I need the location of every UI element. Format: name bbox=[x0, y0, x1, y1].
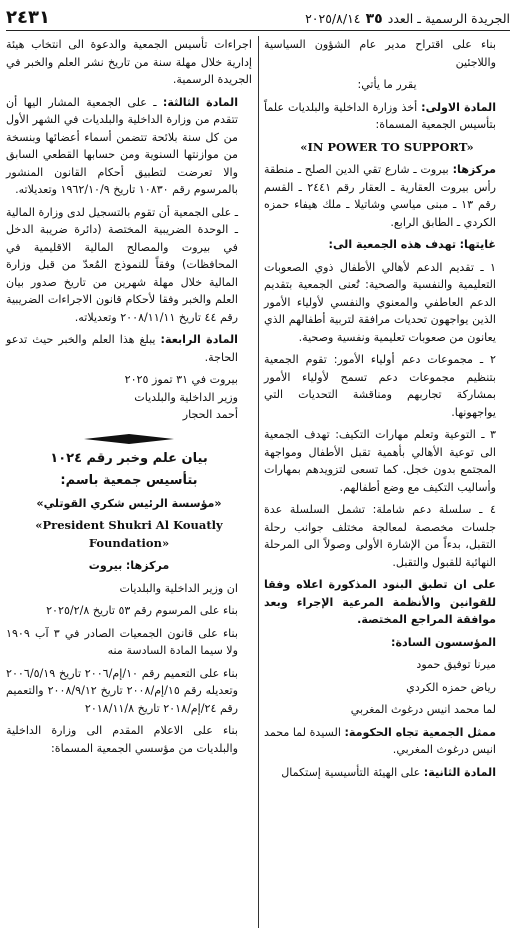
paragraph: اجراءات تأسيس الجمعية والدعوة الى انتخاب هيئة إدارية خلال مهلة سنة من تاريخ نشر العلم والخبر في الجريدة الرسمية. bbox=[6, 38, 252, 86]
page-number: ٢٤٣١ bbox=[6, 6, 50, 28]
goal-item: ٢ ـ مجموعات دعم أولياء الأمور: تقوم الجمعية بتنظيم مجموعات دعم تسمح لأولياء الأمور بمشاركة تجاربهم ومناقشة التحديات التي يواجهونها. bbox=[264, 353, 496, 419]
paragraph: ـ على الجمعية أن تقوم بالتسجيل لدى وزارة المالية ـ الوحدة الضريبية المختصة (دائرة ضريبة الدخل في بيروت والمصالح المالية الاقليمية في المحافظات) وفقاً للنموذج المُعدّ من قبل وزارة المالية خلال مهلة شهرين من تاريخ صدور بيان العلم والخبر وفقا لأحكام قانون الاجراءات الضريبية رقم ٤٤ تاريخ ٢٠٠٨/١١/١١ وتعديلاته. bbox=[6, 205, 238, 324]
article-text: ـ على الجمعية المشار اليها أن تتقدم من وزارة الداخلية والبلديات في الشهر الأول من كل سنة بلائحة تتضمن أسماء أعضائها وبنسخة من موازنتها السنوية ومن حسابها القطعي السابق والا تعرضت لتطبيق أحكام القانون المنشور بالمرسوم رقم ١٠٨٣٠ تاريخ ١٩٦٢/١٠/٩ وتعديلاته. bbox=[6, 95, 238, 196]
decision-intro: يقرر ما يأتي: bbox=[357, 78, 417, 91]
goal-item: ٤ ـ سلسلة دعم شاملة: تشمل السلسلة عدة جلسات مخصصة لمعالجة مختلف جوانب رحلة التقبل، بدءاً من الإشارة الأولى وصولاً الى المرحلة النهائية للقبول والتقبل. bbox=[264, 503, 496, 569]
association-name-en: «President Shukri Al Kouatly Foundation» bbox=[35, 518, 223, 550]
hq-label: مركزها: bbox=[125, 559, 170, 572]
preamble-line: ان وزير الداخلية والبلديات bbox=[119, 581, 238, 595]
founder-name: ميرنا توفيق حمود bbox=[416, 658, 496, 671]
hq-text: بيروت bbox=[88, 559, 123, 572]
column-divider bbox=[258, 36, 259, 928]
goal-item: ١ ـ تقديم الدعم لأهالي الأطفال ذوي الصعوبات التعليمية والنفسية والصحية: تُعنى الجمعية بتقديم الدعم العاطفي والمعنوي والنفسي لأولياء الأمور الذين يواجهون تحديات مرافقة لتربية أطفالهم الذي يعانون من صعوبات تعليمية ونفسية وصحية. bbox=[264, 260, 496, 344]
left-column bbox=[6, 36, 252, 762]
condition-clause: على ان تطبق البنود المذكورة اعلاه وفقا للقوانين والأنظمة المرعية الإجراء وبعد موافقة المراجع المختصة. bbox=[264, 578, 496, 626]
article-label: المادة الاولى: bbox=[421, 100, 496, 114]
founders-label: المؤسسون السادة: bbox=[391, 635, 496, 649]
signature-date: بيروت في ٣١ تموز ٢٠٢٥ bbox=[124, 373, 238, 386]
hq-text: بيروت ـ شارع تقي الدين الصلح ـ منطقة رأس بيروت العقارية ـ العقار رقم ٢٤٤١ ـ القسم رقم ١٣ ـ مبنى مياسي وشاتيلا ـ ملك هيفاء حمزه الكردي ـ الطابق الرابع. bbox=[264, 163, 496, 229]
article-3 bbox=[6, 94, 252, 199]
goal-item: ٣ ـ التوعية وتعلم مهارات التكيف: تهدف الجمعية الى توعية الأهالي بأهمية تقبل الأطفال ومواجهة المجتمع بدون خجل. كما تسعى لتزويدهم بمهارات وأساليب التكيف مع وضع أطفالهم. bbox=[264, 428, 496, 494]
association-name-ar: «مؤسسة الرئيس شكري القوتلي» bbox=[36, 496, 222, 510]
preamble-line: بناء على الاعلام المقدم الى وزارة الداخلية والبلديات من مؤسسي الجمعية المسماة: bbox=[6, 724, 238, 755]
article-label: المادة الرابعة: bbox=[160, 333, 238, 346]
preamble-line: بناء على قانون الجمعيات الصادر في ٣ آب ١٩٠٩ ولا سيما المادة السادسة منه bbox=[6, 626, 238, 657]
goals-heading bbox=[264, 236, 510, 254]
notice-title: بيان علم وخبر رقم ١٠٢٤ bbox=[50, 450, 208, 466]
goals-label: غايتها: bbox=[459, 238, 496, 251]
page-header bbox=[6, 4, 510, 31]
rep-text: السيدة لما محمد انيس درغوث المغربي. bbox=[264, 725, 496, 756]
divider-ornament bbox=[84, 434, 174, 444]
article-text: يبلغ هذا العلم والخبر حيث تدعو الحاجة. bbox=[6, 333, 238, 364]
association-name-en: «IN POWER TO SUPPORT» bbox=[300, 139, 474, 154]
right-column bbox=[264, 36, 510, 786]
founder-name: رياض حمزه الكردي bbox=[406, 680, 496, 694]
article-2 bbox=[264, 764, 510, 782]
article-4 bbox=[6, 331, 252, 366]
notice-subtitle: بتأسيس جمعية باسم: bbox=[60, 473, 198, 488]
signature-name: أحمد الحجار bbox=[182, 408, 238, 421]
paragraph: بناء على اقتراح مدير عام الشؤون السياسية واللاجئين bbox=[264, 38, 496, 69]
headquarters bbox=[264, 161, 510, 231]
preamble-line: بناء على المرسوم رقم ٥٣ تاريخ ٢٠٢٥/٢/٨ bbox=[46, 604, 238, 617]
article-label: المادة الثالثة: bbox=[162, 95, 238, 109]
hq-label: مركزها: bbox=[452, 163, 497, 176]
article-label: المادة الثانية: bbox=[423, 765, 496, 779]
signature-title: وزير الداخلية والبلديات bbox=[134, 390, 238, 404]
goals-text: تهدف هذه الجمعية الى: bbox=[328, 238, 457, 251]
issue-date: ٢٠٢٥/٨/١٤ bbox=[305, 10, 361, 26]
article-text: على الهيئة التأسيسية إستكمال bbox=[281, 765, 421, 779]
government-representative bbox=[264, 724, 510, 759]
header-title-group bbox=[305, 8, 510, 27]
gazette-title: الجريدة الرسمية ـ العدد bbox=[387, 10, 510, 26]
issue-number: ٣٥ bbox=[365, 10, 383, 27]
article-text: أخذ وزارة الداخلية والبلديات علماً بتأسيس الجمعية المسماة: bbox=[264, 100, 496, 131]
headquarters bbox=[6, 557, 252, 575]
founder-name: لما محمد انيس درغوث المغربي bbox=[350, 703, 496, 716]
rep-label: ممثل الجمعية تجاه الحكومة: bbox=[344, 725, 496, 739]
article-1 bbox=[264, 99, 510, 134]
preamble-line: بناء على التعميم رقم ١٠/إم/٢٠٠٦ تاريخ ٢٠٠٦/٥/١٩ وتعديله رقم ١٥/إم/٢٠٠٨ تاريخ ٢٠٠٨/٩/١٢ والتعميم رقم ٢٤/إم/٢٠١٨ تاريخ ٢٠١٨/١١/٨ bbox=[6, 666, 238, 715]
